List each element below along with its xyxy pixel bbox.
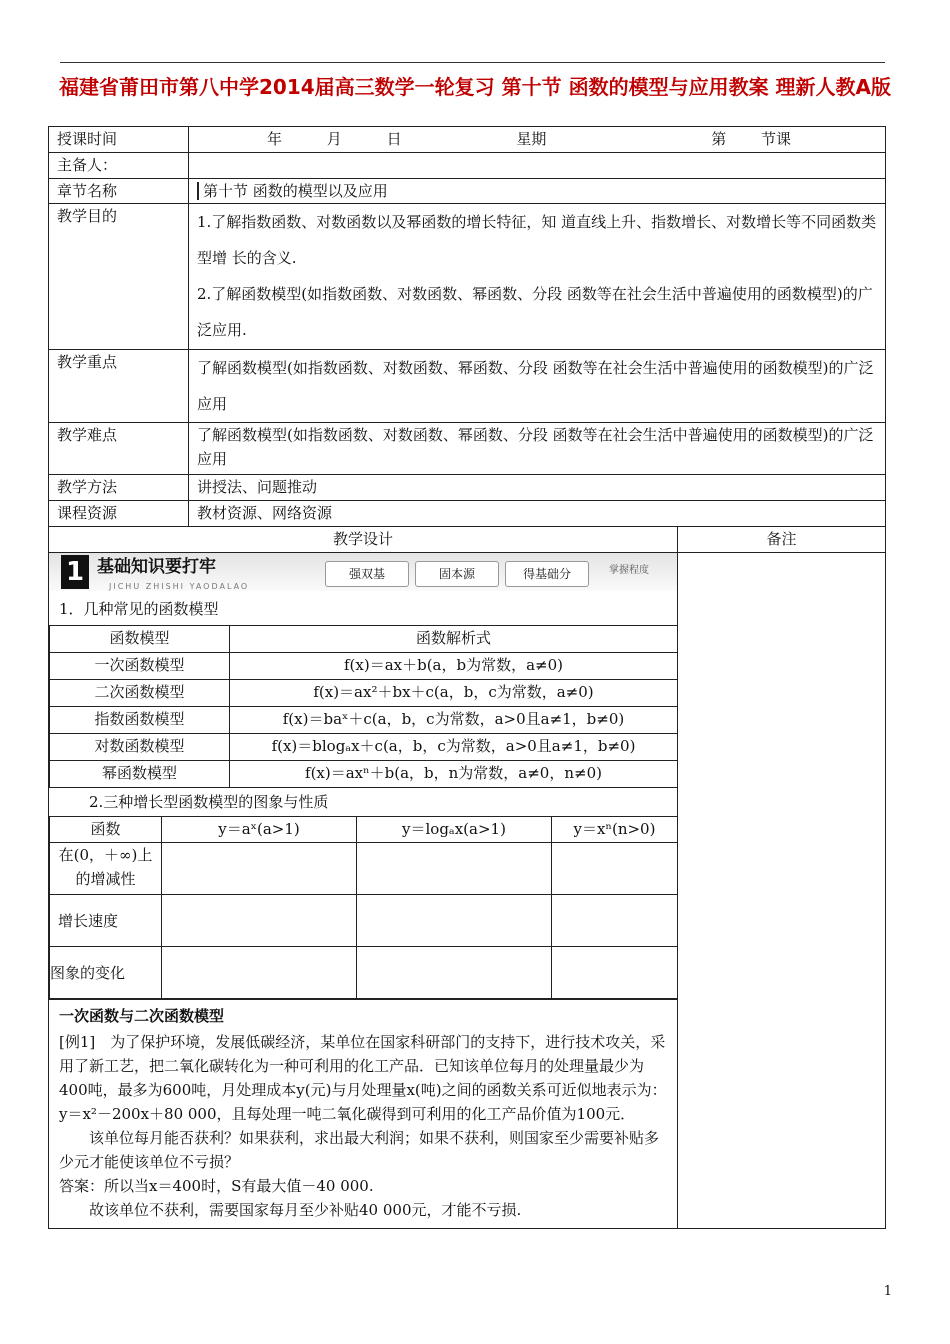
section-banner (49, 553, 677, 591)
goal-value: 1.了解指数函数、对数函数以及幂函数的增长特征，知 道直线上升、指数增长、对数增长等不同函数类型增 长的含义. 2.了解函数模型(如指数函数、对数函数、幂函数、分段 函数等在社会生活中普遍使用的函数模型)的广泛应用. (189, 204, 886, 350)
growth-header-func: 函数 (50, 817, 162, 843)
banner-button-3: 得基础分 (505, 561, 589, 587)
growth-header-log: y＝logₐx(a>1) (357, 817, 552, 843)
growth-row-graph: 图象的变化 (50, 947, 162, 999)
model-expr: f(x)＝blogₐx＋c(a，b，c为常数，a>0且a≠1，b≠0) (230, 734, 678, 761)
key-value: 了解函数模型(如指数函数、对数函数、幂函数、分段 函数等在社会生活中普遍使用的函数模型)的广泛应用 (189, 350, 886, 423)
model-expr: f(x)＝baˣ＋c(a，b，c为常数，a>0且a≠1，b≠0) (230, 707, 678, 734)
difficulty-value: 了解函数模型(如指数函数、对数函数、幂函数、分段 函数等在社会生活中普遍使用的函数模型)的广泛应用 (189, 423, 886, 475)
section2-heading: 2.三种增长型函数模型的图象与性质 (89, 793, 329, 811)
growth-row-monotonic: 在(0，＋∞)上的增减性 (50, 843, 162, 895)
model-expr: f(x)＝ax²＋bx＋c(a，b，c为常数，a≠0) (230, 680, 678, 707)
model-name: 指数函数模型 (50, 707, 230, 734)
growth-header-pow: y＝xⁿ(n>0) (552, 817, 678, 843)
model-col-header: 函数模型 (50, 626, 230, 653)
model-name: 幂函数模型 (50, 761, 230, 788)
banner-pinyin: JICHU ZHISHI YAODALAO (109, 582, 250, 591)
model-table (49, 625, 678, 788)
time-fields: 年 月 日 星期 第 节课 (189, 127, 886, 153)
banner-number: 1 (61, 555, 89, 589)
banner-level: 掌握程度 (609, 565, 649, 576)
page-number: 1 (883, 1284, 892, 1299)
chapter-label: 章节名称 (49, 179, 189, 204)
header-rule (60, 62, 885, 63)
banner-button-1: 强双基 (325, 561, 409, 587)
section3-heading: 一次函数与二次函数模型 (59, 1007, 225, 1025)
notes-column (678, 553, 886, 1229)
key-label: 教学重点 (49, 350, 189, 423)
banner-title: 基础知识要打牢 (97, 557, 216, 577)
example-answer: 答案：所以当x＝400时，S有最大值－40 000. (59, 1177, 374, 1195)
model-expr: f(x)＝ax＋b(a，b为常数，a≠0) (230, 653, 678, 680)
author-label: 主备人： (49, 153, 189, 179)
model-expr: f(x)＝axⁿ＋b(a，b，n为常数，a≠0，n≠0) (230, 761, 678, 788)
time-label: 授课时间 (49, 127, 189, 153)
difficulty-label: 教学难点 (49, 423, 189, 475)
section1-heading: 1．几种常见的函数模型 (59, 600, 219, 618)
expr-col-header: 函数解析式 (230, 626, 678, 653)
growth-table (49, 816, 678, 999)
goal-label: 教学目的 (49, 204, 189, 350)
growth-row-speed: 增长速度 (50, 895, 162, 947)
example-problem: [例1] 为了保护环境，发展低碳经济，某单位在国家科研部门的支持下，进行技术攻关，采用了新工艺，把二氧化碳转化为一种可利用的化工产品．已知该单位每月的处理量最少为400吨，最多为600吨，月处理成本y(元)与月处理量x(吨)之间的函数关系可近似地表示为：y＝x²－200x＋80 000，且每处理一吨二氧化碳得到可利用的化工产品价值为100元． (59, 1033, 667, 1123)
design-header: 教学设计 (49, 527, 678, 553)
document-title: 福建省莆田市第八中学2014届高三数学一轮复习 第十节 函数的模型与应用教案 理新人教A版 (58, 75, 892, 99)
author-value (189, 153, 886, 179)
example-conclusion: 故该单位不获利，需要国家每月至少补贴40 000元，才能不亏损. (89, 1201, 522, 1219)
resource-value: 教材资源、网络资源 (189, 501, 886, 527)
chapter-value: 第十节 函数的模型以及应用 (189, 179, 886, 204)
method-label: 教学方法 (49, 475, 189, 501)
design-body (49, 553, 678, 1229)
growth-header-exp: y＝aˣ(a>1) (162, 817, 357, 843)
method-value: 讲授法、问题推动 (189, 475, 886, 501)
example-section (49, 999, 677, 1228)
notes-header: 备注 (678, 527, 886, 553)
model-name: 对数函数模型 (50, 734, 230, 761)
model-name: 一次函数模型 (50, 653, 230, 680)
resource-label: 课程资源 (49, 501, 189, 527)
banner-button-2: 固本源 (415, 561, 499, 587)
model-name: 二次函数模型 (50, 680, 230, 707)
lesson-plan-table (48, 126, 886, 1229)
example-question: 该单位每月能否获利？如果获利，求出最大利润；如果不获利，则国家至少需要补贴多少元才能使该单位不亏损？ (59, 1129, 660, 1171)
